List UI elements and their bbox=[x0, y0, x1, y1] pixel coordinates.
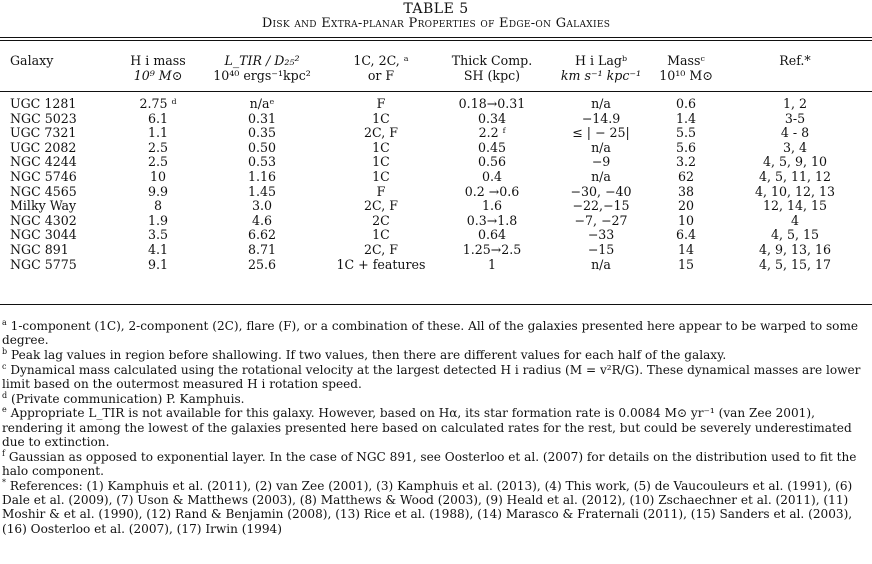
header-row bbox=[0, 53, 872, 91]
cell-ref: 4, 9, 13, 16 bbox=[758, 241, 832, 257]
table-row bbox=[0, 243, 872, 258]
header-thick-comp: Thick Comp. SH (kpc) bbox=[451, 53, 533, 83]
cell-ref: 4, 5, 15 bbox=[770, 227, 820, 243]
table-row bbox=[0, 155, 872, 170]
cell-hi-lag: ≤ | − 25| bbox=[572, 125, 630, 141]
cell-component: 1C bbox=[372, 139, 390, 155]
cell-hi-mass: 2.75 ᵈ bbox=[139, 96, 177, 111]
footnote-c: $^c$ Dynamical mass calculated using the rotational velocity at the largest detected H i radius (M = v²R/G). These dynamical masses are lower limit based on the outermost measured H i rotation speed. bbox=[2, 361, 861, 391]
cell-thick-comp: 0.3→1.8 bbox=[466, 212, 518, 228]
cell-galaxy: NGC 4565 bbox=[10, 183, 77, 199]
cell-hi-mass: 2.5 bbox=[147, 154, 169, 170]
cell-mass: 5.5 bbox=[675, 125, 697, 141]
table-row bbox=[0, 141, 872, 156]
cell-ltir: 1.45 bbox=[247, 183, 277, 199]
table-row bbox=[0, 214, 872, 229]
cell-galaxy: UGC 2082 bbox=[10, 139, 77, 155]
cell-ref: 3-5 bbox=[784, 110, 806, 126]
table-row bbox=[0, 199, 872, 214]
cell-component: 2C, F bbox=[364, 198, 398, 214]
cell-ltir: n/aᵉ bbox=[249, 96, 275, 111]
footnote-references: * References: (1) Kamphuis et al. (2011), (2) van Zee (2001), (3) Kamphuis et al. (2013), (4) This work, (5) de Vaucouleurs et al. (1991), (6) Dale et al. (2009), (7) Uson & Matthews (2003), (8) Matthews & Wood (2003), (9) Heald et al. (2012), (10) Zschaechner et al. (2011), (11) Moshir & et al. (1990), (12) Rand & Benjamin (2008), (13) Rice et al. (1988), (14) Marasco & Fraternali (2011), (15) Sanders et al. (2003), (16) Oosterloo et al. (2007), (17) Irwin (1994) bbox=[2, 477, 853, 536]
table-row bbox=[0, 170, 872, 185]
data-table bbox=[0, 53, 872, 272]
cell-mass: 6.4 bbox=[675, 227, 697, 243]
cell-galaxy: Milky Way bbox=[10, 198, 77, 214]
cell-thick-comp: 2.2 ᶠ bbox=[478, 125, 506, 141]
cell-hi-mass: 9.1 bbox=[147, 256, 169, 272]
cell-ref: 4 - 8 bbox=[780, 125, 810, 141]
top-rule bbox=[0, 37, 872, 38]
cell-component: 1C bbox=[372, 154, 390, 170]
cell-galaxy: NGC 891 bbox=[10, 241, 69, 257]
cell-component: F bbox=[376, 96, 386, 111]
cell-thick-comp: 0.45 bbox=[477, 139, 507, 155]
top-rule-double bbox=[0, 40, 872, 41]
cell-component: 1C + features bbox=[336, 256, 426, 272]
cell-ltir: 4.6 bbox=[251, 212, 273, 228]
cell-ltir: 1.16 bbox=[247, 168, 277, 184]
cell-thick-comp: 0.34 bbox=[477, 110, 507, 126]
cell-component: 1C bbox=[372, 168, 390, 184]
cell-mass: 0.6 bbox=[675, 96, 697, 111]
cell-mass: 5.6 bbox=[675, 139, 697, 155]
cell-component: 2C, F bbox=[364, 125, 398, 141]
table-row bbox=[0, 126, 872, 141]
cell-component: F bbox=[376, 183, 386, 199]
cell-hi-lag: −30, −40 bbox=[570, 183, 632, 199]
cell-ref: 4 bbox=[790, 212, 799, 228]
cell-hi-lag: −15 bbox=[587, 241, 615, 257]
footnotes bbox=[2, 319, 868, 536]
cell-hi-lag: n/a bbox=[591, 168, 611, 184]
header-mass: Massᶜ 10¹⁰ M⊙ bbox=[659, 53, 713, 83]
cell-galaxy: NGC 5746 bbox=[10, 168, 77, 184]
cell-ref: 12, 14, 15 bbox=[762, 198, 828, 214]
cell-ref: 1, 2 bbox=[782, 96, 808, 111]
cell-thick-comp: 0.2 →0.6 bbox=[464, 183, 520, 199]
cell-mass: 3.2 bbox=[675, 154, 697, 170]
cell-hi-mass: 4.1 bbox=[147, 241, 169, 257]
cell-hi-mass: 2.5 bbox=[147, 139, 169, 155]
cell-thick-comp: 0.18→0.31 bbox=[458, 96, 526, 111]
cell-ref: 4, 5, 11, 12 bbox=[758, 168, 832, 184]
footnote-b: $^b$ Peak lag values in region before shallowing. If two values, then there are different values for each half of the galaxy. bbox=[2, 346, 727, 362]
cell-component: 1C bbox=[372, 227, 390, 243]
cell-mass: 15 bbox=[677, 256, 695, 272]
cell-hi-lag: n/a bbox=[591, 139, 611, 155]
cell-thick-comp: 0.4 bbox=[481, 168, 503, 184]
table-number: TABLE 5 bbox=[403, 1, 469, 17]
cell-ltir: 0.35 bbox=[247, 125, 277, 141]
cell-thick-comp: 1.25→2.5 bbox=[462, 241, 522, 257]
cell-mass: 1.4 bbox=[675, 110, 697, 126]
table-row bbox=[0, 185, 872, 200]
cell-ltir: 0.31 bbox=[247, 110, 277, 126]
cell-hi-lag: −14.9 bbox=[581, 110, 621, 126]
cell-hi-mass: 6.1 bbox=[147, 110, 169, 126]
cell-component: 1C bbox=[372, 110, 390, 126]
cell-ltir: 3.0 bbox=[251, 198, 273, 214]
cell-ref: 4, 5, 9, 10 bbox=[762, 154, 828, 170]
cell-galaxy: NGC 5775 bbox=[10, 256, 77, 272]
cell-hi-mass: 9.9 bbox=[147, 183, 169, 199]
cell-component: 2C bbox=[372, 212, 390, 228]
table-row bbox=[0, 228, 872, 243]
cell-mass: 14 bbox=[677, 241, 695, 257]
cell-hi-mass: 8 bbox=[153, 198, 162, 214]
header-ltir: L_TIR / D₂₅² 10⁴⁰ ergs⁻¹kpc² bbox=[213, 53, 311, 83]
cell-hi-mass: 3.5 bbox=[147, 227, 169, 243]
table-row bbox=[0, 97, 872, 112]
table-row bbox=[0, 258, 872, 273]
footnote-a: $^a$ 1-component (1C), 2-component (2C), flare (F), or a combination of these. All of the galaxies presented here appear to be warped to some degree. bbox=[2, 317, 859, 348]
cell-ltir: 25.6 bbox=[247, 256, 277, 272]
table-caption: Disk and Extra-planar Properties of Edge-on Galaxies bbox=[261, 16, 611, 31]
cell-galaxy: NGC 3044 bbox=[10, 227, 77, 243]
bottom-rule bbox=[0, 304, 872, 305]
cell-thick-comp: 0.56 bbox=[477, 154, 507, 170]
cell-mass: 10 bbox=[677, 212, 695, 228]
header-hi-mass: H i mass 10⁹ M⊙ bbox=[130, 53, 186, 83]
cell-ltir: 0.50 bbox=[247, 139, 277, 155]
cell-thick-comp: 1 bbox=[487, 256, 496, 272]
cell-mass: 38 bbox=[677, 183, 695, 199]
header-ref: Ref.* bbox=[779, 53, 811, 68]
cell-mass: 62 bbox=[677, 168, 695, 184]
cell-ltir: 0.53 bbox=[247, 154, 277, 170]
cell-mass: 20 bbox=[677, 198, 695, 214]
cell-thick-comp: 1.6 bbox=[481, 198, 503, 214]
cell-galaxy: NGC 5023 bbox=[10, 110, 77, 126]
cell-hi-lag: −7, −27 bbox=[574, 212, 628, 228]
cell-hi-lag: −22,−15 bbox=[572, 198, 630, 214]
cell-hi-lag: n/a bbox=[591, 96, 611, 111]
cell-hi-mass: 1.9 bbox=[147, 212, 169, 228]
cell-galaxy: UGC 7321 bbox=[10, 125, 77, 141]
cell-ltir: 6.62 bbox=[247, 227, 277, 243]
cell-hi-mass: 1.1 bbox=[147, 125, 169, 141]
footnote-f: $^f$ Gaussian as opposed to exponential layer. In the case of NGC 891, see Oosterloo et al. (2007) for details on the distribution used to fit the halo component. bbox=[2, 448, 857, 478]
cell-ref: 3, 4 bbox=[782, 139, 808, 155]
header-hi-lag: H i Lagᵇ km s⁻¹ kpc⁻¹ bbox=[560, 53, 642, 83]
cell-hi-lag: −33 bbox=[587, 227, 615, 243]
cell-galaxy: NGC 4244 bbox=[10, 154, 77, 170]
cell-thick-comp: 0.64 bbox=[477, 227, 507, 243]
cell-ref: 4, 5, 15, 17 bbox=[758, 256, 832, 272]
footnote-d: $^d$ (Private communication) P. Kamphuis. bbox=[2, 390, 245, 406]
cell-hi-lag: n/a bbox=[591, 256, 611, 272]
header-galaxy: Galaxy bbox=[10, 53, 54, 68]
table-row bbox=[0, 112, 872, 127]
cell-galaxy: UGC 1281 bbox=[10, 96, 77, 111]
cell-ref: 4, 10, 12, 13 bbox=[754, 183, 836, 199]
cell-component: 2C, F bbox=[364, 241, 398, 257]
cell-ltir: 8.71 bbox=[247, 241, 277, 257]
cell-hi-lag: −9 bbox=[591, 154, 611, 170]
cell-hi-mass: 10 bbox=[149, 168, 167, 184]
header-component: 1C, 2C, ᵃ or F bbox=[353, 53, 409, 83]
footnote-e: $^e$ Appropriate L_TIR is not available for this galaxy. However, based on Hα, its star formation rate is 0.0084 M⊙ yr⁻¹ (van Zee 2001), rendering it among the lowest of the galaxies presented here based on calculated rates for the rest, but could be severely underestimated due to extinction. bbox=[2, 405, 852, 449]
cell-galaxy: NGC 4302 bbox=[10, 212, 77, 228]
